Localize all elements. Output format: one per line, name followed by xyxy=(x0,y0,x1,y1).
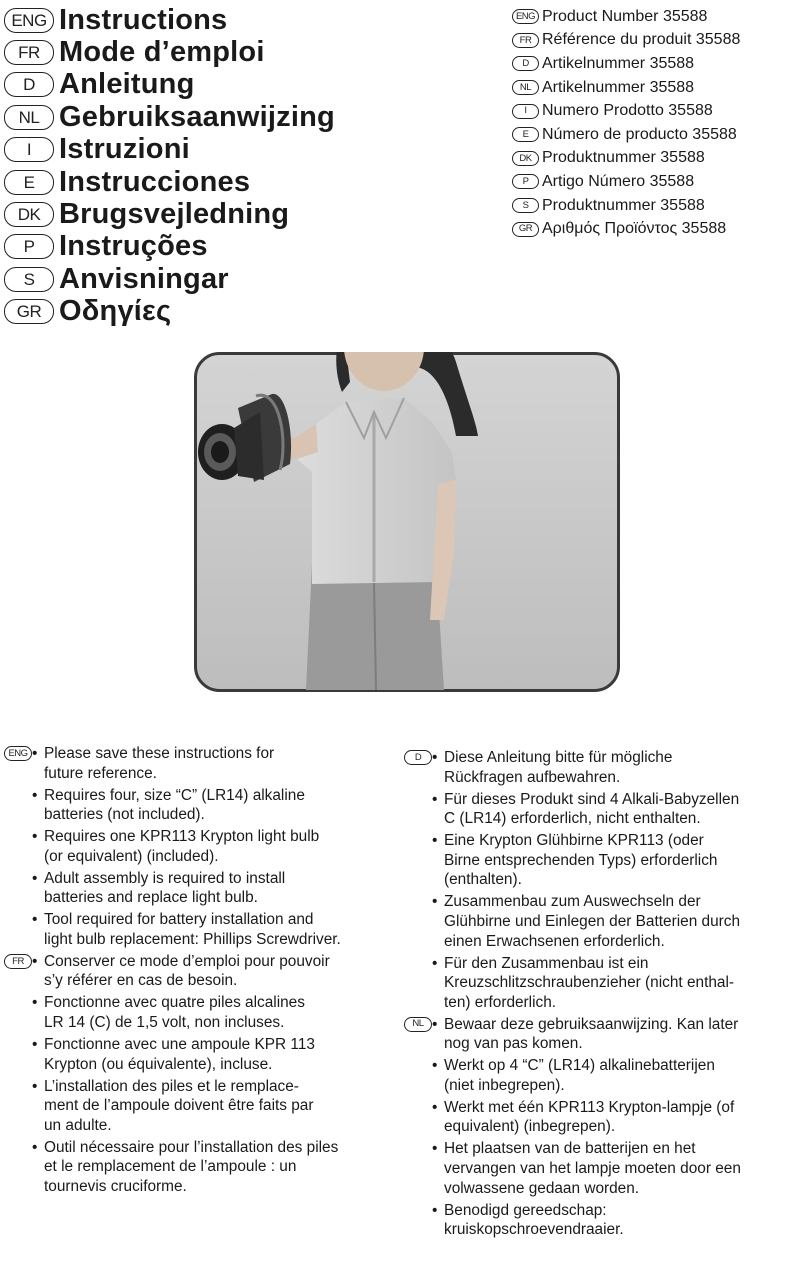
lang-badge: ENG xyxy=(512,9,539,24)
title-row xyxy=(4,4,335,36)
bullet-item: • Für den Zusammenbau ist ein Kreuzschlitzschraubenzieher (nicht enthal- ten) erforderlich. xyxy=(430,954,804,1013)
title-text: Instrucciones xyxy=(59,165,251,198)
lang-badge: NL xyxy=(404,1017,432,1032)
bullet-item: • Adult assembly is required to install batteries and replace light bulb. xyxy=(30,869,389,908)
title-row xyxy=(4,166,335,198)
product-number-text: Artigo Número 35588 xyxy=(542,172,695,190)
title-text: Mode d’emploi xyxy=(59,36,265,69)
lang-badge: P xyxy=(4,234,54,259)
bullet-item: • Outil nécessaire pour l’installation des piles et le remplacement de l’ampoule : un tournevis cruciforme. xyxy=(30,1138,389,1197)
product-number-row xyxy=(512,99,740,123)
product-number-list xyxy=(512,5,740,241)
lang-badge: P xyxy=(512,174,539,189)
section-d xyxy=(404,748,804,1012)
bullet-item: • Werkt op 4 “C” (LR14) alkalinebatterijen (niet inbegrepen). xyxy=(430,1056,804,1095)
title-text: Gebruiksaanwijzing xyxy=(59,100,335,133)
title-text: Brugsvejledning xyxy=(59,198,290,231)
lang-badge: D xyxy=(512,56,539,71)
lang-badge: D xyxy=(4,72,54,97)
lang-badge: D xyxy=(404,750,432,765)
product-number-text: Référence du produit 35588 xyxy=(542,31,741,49)
section-fr xyxy=(4,952,389,1197)
lang-badge: FR xyxy=(512,33,539,48)
bullet-item: • Werkt met één KPR113 Krypton-lampje (of equivalent) (inbegrepen). xyxy=(430,1098,804,1137)
title-row xyxy=(4,296,335,328)
product-number-text: Artikelnummer 35588 xyxy=(542,78,695,96)
lang-badge: E xyxy=(4,170,54,195)
lang-badge: S xyxy=(512,198,539,213)
title-row xyxy=(4,101,335,133)
bullet-item: • Please save these instructions for future reference. xyxy=(30,744,389,783)
product-number-text: Produktnummer 35588 xyxy=(542,196,705,214)
bullet-item: • Zusammenbau zum Auswechseln der Glühbirne und Einlegen der Batterien durch einen Erwachsenen erforderlich. xyxy=(430,892,804,951)
title-row xyxy=(4,134,335,166)
lang-badge: DK xyxy=(512,151,539,166)
lang-badge: ENG xyxy=(4,8,54,33)
bullet-item: • L’installation des piles et le remplace- ment de l’ampoule doivent être faits par un adulte. xyxy=(30,1077,389,1136)
bullet-item: • Fonctionne avec une ampoule KPR 113 Krypton (ou équivalente), incluse. xyxy=(30,1035,389,1074)
lang-badge: NL xyxy=(4,105,54,130)
lang-badge: I xyxy=(4,137,54,162)
product-number-text: Αριθμός Προϊόντος 35588 xyxy=(542,220,727,238)
title-list xyxy=(4,4,335,328)
bullet-item: • Conserver ce mode d’emploi pour pouvoir s’y référer en cas de besoin. xyxy=(30,952,389,991)
instructions-column-left xyxy=(4,744,389,1199)
product-number-text: Numero Prodotto 35588 xyxy=(542,102,713,120)
product-number-row xyxy=(512,5,740,29)
lang-badge: S xyxy=(4,267,54,292)
title-row xyxy=(4,263,335,295)
title-text: Οδηγίες xyxy=(59,295,172,328)
lang-badge: FR xyxy=(4,40,54,65)
lang-badge: DK xyxy=(4,202,54,227)
bullet-item: • Für dieses Produkt sind 4 Alkali-Babyzellen C (LR14) erforderlich, nicht enthalten. xyxy=(430,790,804,829)
title-text: Instructions xyxy=(59,3,228,36)
title-row xyxy=(4,198,335,230)
lang-badge: FR xyxy=(4,954,32,969)
product-number-text: Product Number 35588 xyxy=(542,7,708,25)
product-number-row xyxy=(512,217,740,241)
product-number-row xyxy=(512,147,740,171)
bullet-item: • Requires four, size “C” (LR14) alkaline batteries (not included). xyxy=(30,786,389,825)
bullet-item: • Het plaatsen van de batterijen en het vervangen van het lampje moeten door een volwassene gedaan worden. xyxy=(430,1139,804,1198)
product-number-row xyxy=(512,76,740,100)
bullet-item: • Tool required for battery installation and light bulb replacement: Phillips Screwdriver. xyxy=(30,910,389,949)
product-number-text: Produktnummer 35588 xyxy=(542,149,705,167)
shirt-shape xyxy=(298,398,456,584)
instructions-column-right xyxy=(404,748,804,1242)
product-number-text: Número de producto 35588 xyxy=(542,125,737,143)
title-row xyxy=(4,36,335,68)
lang-badge: NL xyxy=(512,80,539,95)
bullet-item: • Benodigd gereedschap: kruiskopschroevendraaier. xyxy=(430,1201,804,1240)
title-text: Anvisningar xyxy=(59,262,229,295)
product-number-row xyxy=(512,194,740,218)
product-photo xyxy=(194,352,620,692)
product-number-row xyxy=(512,52,740,76)
product-number-row xyxy=(512,170,740,194)
product-number-row xyxy=(512,29,740,53)
title-text: Istruzioni xyxy=(59,133,190,166)
lang-badge: GR xyxy=(512,222,539,237)
lang-badge: E xyxy=(512,127,539,142)
section-nl xyxy=(404,1015,804,1240)
title-text: Instruções xyxy=(59,230,208,263)
bullet-item: • Diese Anleitung bitte für mögliche Rückfragen aufbewahren. xyxy=(430,748,804,787)
bullet-item: • Eine Krypton Glühbirne KPR113 (oder Birne entsprechenden Typs) erforderlich (enthalten). xyxy=(430,831,804,890)
bullet-item: • Bewaar deze gebruiksaanwijzing. Kan later nog van pas komen. xyxy=(430,1015,804,1054)
lang-badge: I xyxy=(512,104,539,119)
product-number-row xyxy=(512,123,740,147)
bullet-item: • Requires one KPR113 Krypton light bulb (or equivalent) (included). xyxy=(30,827,389,866)
title-row xyxy=(4,69,335,101)
lang-badge: GR xyxy=(4,299,54,324)
title-row xyxy=(4,231,335,263)
bullet-item: • Fonctionne avec quatre piles alcalines LR 14 (C) de 1,5 volt, non incluses. xyxy=(30,993,389,1032)
product-number-text: Artikelnummer 35588 xyxy=(542,54,695,72)
section-eng xyxy=(4,744,389,950)
lang-badge: ENG xyxy=(4,746,32,761)
title-text: Anleitung xyxy=(59,68,195,101)
